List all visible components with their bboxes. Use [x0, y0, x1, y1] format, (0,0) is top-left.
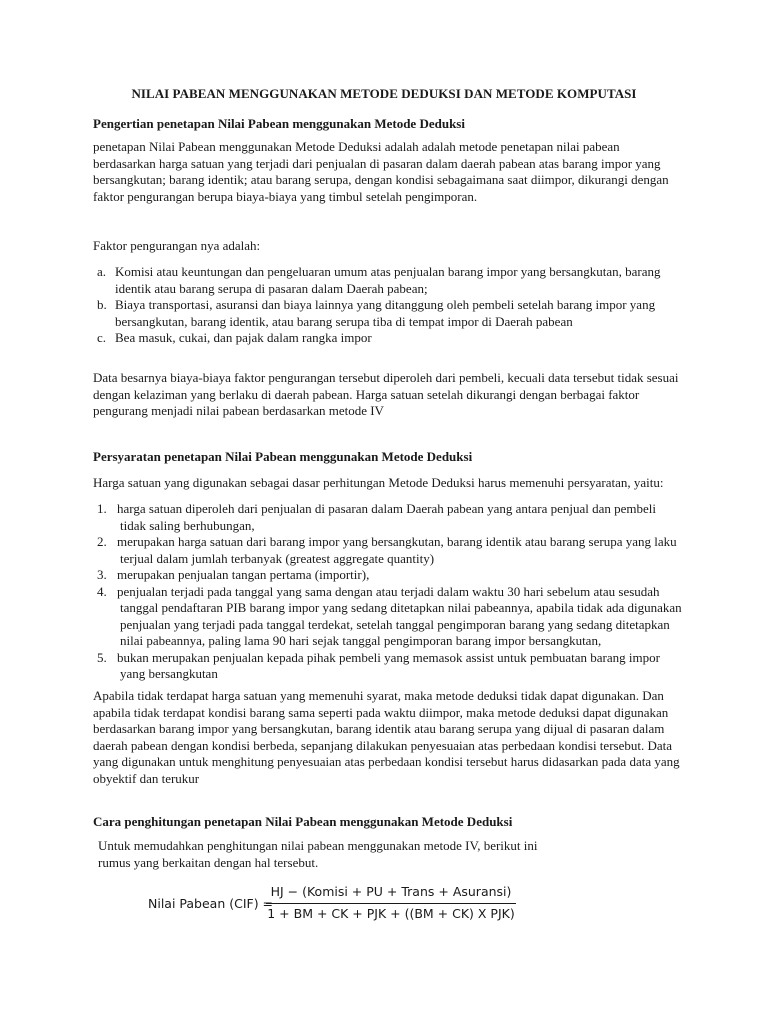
requirements-intro: Harga satuan yang digunakan sebagai dasar perhitungan Metode Deduksi harus memenuhi persyaratan, yaitu: [93, 475, 664, 490]
list-marker: 3. [97, 567, 107, 582]
text-line: berdasarkan barang impor yang bersangkutan, barang identik atau barang serupa yang dijual di pasaran dalam [93, 721, 665, 736]
list-marker: 2. [97, 534, 107, 549]
definition-paragraph [93, 139, 683, 205]
formula-lhs: Nilai Pabean (CIF) = [148, 896, 274, 911]
text-line: terjual dalam jumlah terbanyak (greatest aggregate quantity) [120, 550, 435, 566]
text-line: nilai pabeannya, paling lama 90 hari sejak tanggal pengimporan barang impor bersangkutan, [120, 633, 602, 648]
text-line: merupakan harga satuan dari barang impor yang bersangkutan, barang identik atau barang serupa yang laku [117, 534, 677, 549]
requirements-note-paragraph [93, 688, 683, 787]
section-heading-definition: Pengertian penetapan Nilai Pabean menggunakan Metode Deduksi [93, 116, 465, 131]
list-item [97, 567, 683, 584]
requirements-list [97, 501, 683, 683]
text-line: daerah pabean dengan kondisi berbeda, sepanjang dilakukan penyesuaian atas perbedaan kondisi tersebut. Data [93, 737, 673, 753]
text-line: pengurang menjadi nilai pabean berdasarkan metode IV [93, 403, 384, 418]
list-item [97, 584, 683, 650]
text-line: penjualan yang terjadi pada tanggal terdekat, setelah tanggal pengimporan barang yang sedang ditetapkan [120, 616, 670, 632]
text-line: apabila tidak terdapat kondisi barang sama seperti pada waktu diimpor, maka metode deduksi dapat digunakan [93, 704, 669, 720]
text-line: bersangkutan; barang identik; atau barang serupa, dengan kondisi sebagaimana saat diimpor, dikurangi dengan [93, 172, 669, 187]
formula-numerator: HJ − (Komisi + PU + Trans + Asuransi) [270, 884, 512, 899]
section-heading-requirements: Persyaratan penetapan Nilai Pabean menggunakan Metode Deduksi [93, 449, 473, 464]
section-heading-calculation: Cara penghitungan penetapan Nilai Pabean menggunakan Metode Deduksi [93, 814, 513, 829]
text-line: berdasarkan harga satuan yang terjadi dari penjualan di pasaran dalam daerah pabean atas barang impor yang [93, 155, 661, 171]
text-line: bersangkutan, barang identik, atau barang serupa tiba di tempat impor di Daerah pabean [115, 313, 573, 329]
formula-fraction [266, 884, 516, 922]
factors-list [93, 264, 683, 347]
list-marker: b. [97, 297, 107, 312]
text-line: Apabila tidak terdapat harga satuan yang memenuhi syarat, maka metode deduksi tidak dapat digunakan. Dan [93, 688, 664, 703]
text-line: bukan merupakan penjualan kepada pihak pembeli yang memasok assist untuk pembuatan barang impor [117, 649, 660, 665]
list-item [93, 264, 683, 297]
calculation-intro [98, 838, 688, 871]
list-marker: 5. [97, 649, 107, 665]
factors-intro: Faktor pengurangan nya adalah: [93, 238, 261, 253]
text-line: tidak saling berhubungan, [120, 517, 255, 533]
text-line: penetapan Nilai Pabean menggunakan Metode Deduksi adalah adalah metode penetapan nilai pabean [93, 139, 620, 154]
text-line: Data besarnya biaya-biaya faktor pengurangan tersebut diperoleh dari pembeli, kecuali data tersebut tidak sesuai [93, 370, 679, 385]
list-marker: 1. [97, 501, 107, 516]
text-line: yang bersangkutan [120, 666, 218, 681]
text-line: penjualan terjadi pada tanggal yang sama dengan atau terjadi dalam waktu 30 hari sebelum atau sesudah [117, 583, 660, 599]
list-item [97, 501, 683, 534]
text-line: obyektif dan terukur [93, 770, 200, 786]
text-line: tanggal pendaftaran PIB barang impor yang sedang ditetapkan nilai pabeannya, apabila tidak ada digunakan [120, 600, 682, 615]
text-line: Biaya transportasi, asuransi dan biaya lainnya yang ditanggung oleh pembeli setelah barang impor yang [115, 297, 656, 312]
text-line: identik atau barang serupa di pasaran dalam Daerah pabean; [115, 280, 428, 296]
list-marker: 4. [97, 583, 107, 599]
text-line: Untuk memudahkan penghitungan nilai pabean menggunakan metode IV, berikut ini [98, 838, 538, 853]
formula-denominator: 1 + BM + CK + PJK + ((BM + CK) X PJK) [267, 905, 515, 921]
list-item [97, 650, 683, 683]
data-note-paragraph [93, 370, 683, 420]
text-line: merupakan penjualan tangan pertama (importir), [117, 567, 370, 582]
text-line: Komisi atau keuntungan dan pengeluaran umum atas penjualan barang impor yang bersangkutan, barang [115, 264, 661, 279]
list-item [93, 330, 683, 347]
list-item [97, 534, 683, 567]
text-line: Bea masuk, cukai, dan pajak dalam rangka impor [115, 330, 372, 345]
text-line: yang digunakan untuk menghitung penyesuaian atas perbedaan kondisi tersebut harus didasarkan pada data yang [93, 754, 680, 769]
text-line: dengan kelaziman yang berlaku di daerah pabean. Harga satuan setelah dikurangi dengan berbagai faktor [93, 386, 640, 402]
list-marker: c. [97, 330, 107, 345]
text-line: rumus yang berkaitan dengan hal tersebut. [98, 854, 319, 870]
list-item [93, 297, 683, 330]
text-line: harga satuan diperoleh dari penjualan di pasaran dalam Daerah pabean yang antara penjual dan pembeli [117, 501, 657, 516]
text-line: faktor pengurangan berupa biaya-biaya yang timbul setelah pengimporan. [93, 188, 478, 204]
list-marker: a. [97, 264, 107, 279]
document-title: NILAI PABEAN MENGGUNAKAN METODE DEDUKSI DAN METODE KOMPUTASI [131, 86, 637, 101]
